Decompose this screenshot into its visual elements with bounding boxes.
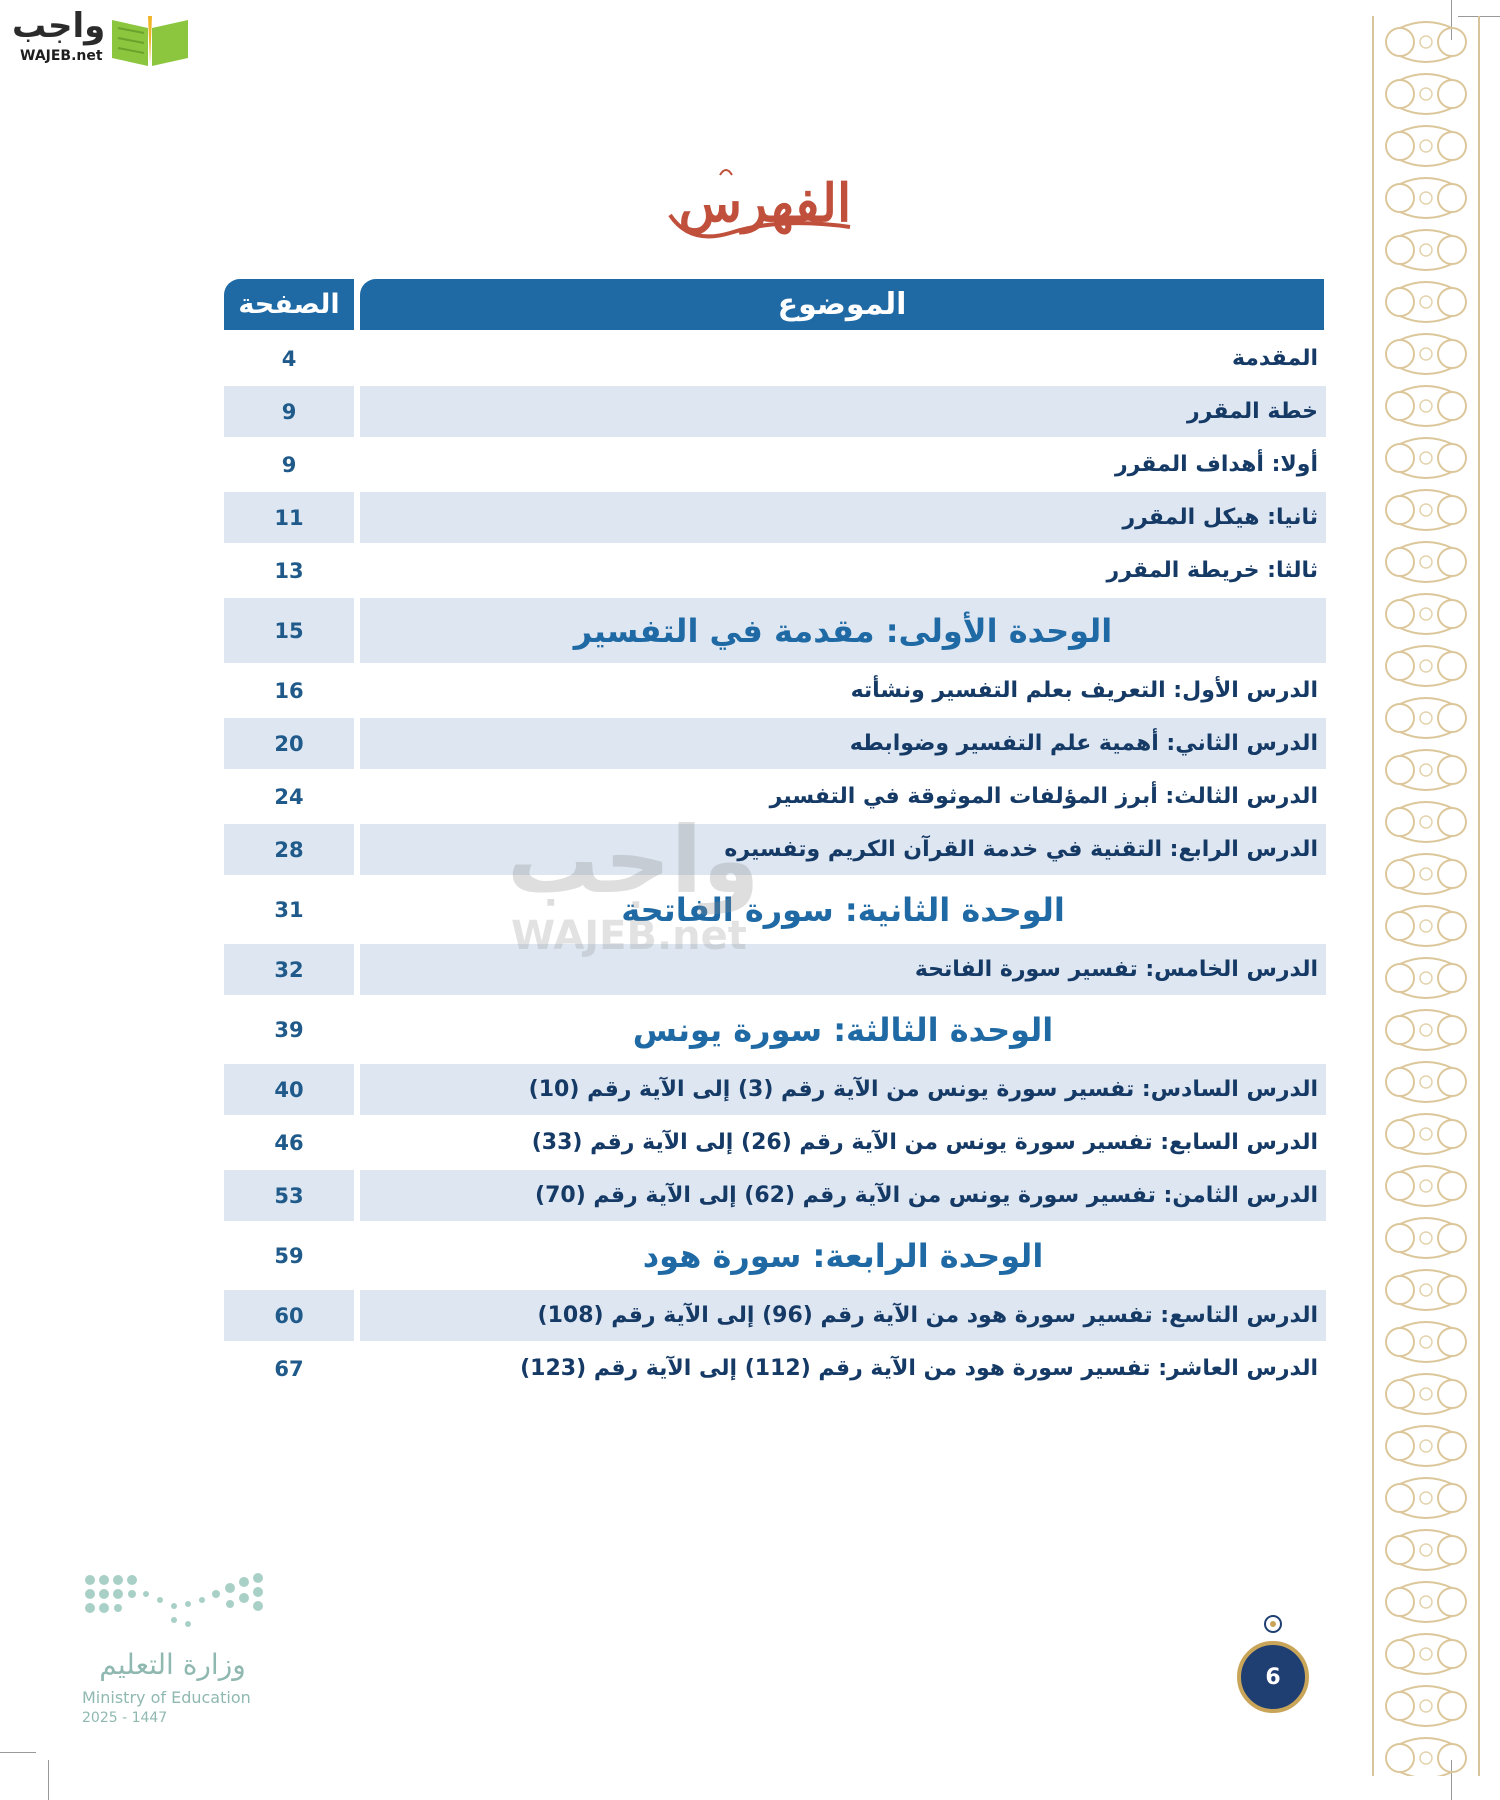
watermark-arabic: واجب [507, 807, 760, 914]
toc-page-number: 59 [274, 1243, 304, 1268]
toc-topic: الدرس الثالث: أبرز المؤلفات الموثوقة في التفسير [769, 784, 1318, 809]
toc-unit-title: الوحدة الثالثة: سورة يونس [632, 1010, 1054, 1049]
toc-topic: ثانيا: هيكل المقرر [360, 492, 1326, 543]
header-page: الصفحة [224, 279, 354, 330]
toc-unit-row[interactable] [224, 996, 1326, 1063]
toc-topic: الدرس الأول: التعريف بعلم التفسير ونشأته [850, 678, 1318, 703]
toc-page-number: 39 [274, 1017, 304, 1042]
toc-row[interactable] [224, 491, 1326, 544]
index-title [650, 145, 880, 255]
toc-page-number: 46 [274, 1130, 304, 1155]
toc-unit-title: الوحدة الأولى: مقدمة في التفسير [360, 598, 1326, 663]
open-book-icon [108, 10, 192, 68]
toc-topic: الدرس السابع: تفسير سورة يونس من الآية رقم (26) إلى الآية رقم (33) [531, 1130, 1318, 1155]
toc-row[interactable] [224, 332, 1326, 385]
crop-mark [0, 1752, 36, 1753]
toc-page-number: 32 [224, 944, 354, 995]
toc-page-number: 53 [224, 1170, 354, 1221]
ministry-logo [80, 1560, 280, 1730]
page-title: الفهرس [678, 173, 852, 234]
toc-unit-title: الوحدة الثانية: سورة الفاتحة [621, 890, 1065, 929]
ornament-icon [1258, 1610, 1288, 1638]
toc-page-number: 20 [224, 718, 354, 769]
academic-year: 2025 - 1447 [82, 1710, 168, 1726]
wajeb-logo-arabic: واجب [12, 6, 106, 46]
toc-page-number: 11 [224, 492, 354, 543]
header-topic: الموضوع [360, 279, 1324, 330]
toc-topic: المقدمة [1231, 346, 1318, 371]
toc-unit-row[interactable] [224, 1222, 1326, 1289]
toc-page-number: 9 [281, 452, 297, 477]
toc-page-number: 13 [274, 558, 304, 583]
toc-page-number: 15 [224, 598, 354, 663]
toc-page-number: 24 [274, 784, 304, 809]
toc-page-number: 40 [224, 1064, 354, 1115]
toc-topic: الدرس الثاني: أهمية علم التفسير وضوابطه [360, 718, 1326, 769]
toc-page-number: 16 [274, 678, 304, 703]
toc-topic: خطة المقرر [360, 386, 1326, 437]
ministry-name-english: Ministry of Education [82, 1688, 251, 1707]
toc-topic: الدرس الثامن: تفسير سورة يونس من الآية رقم (62) إلى الآية رقم (70) [360, 1170, 1326, 1221]
toc-page-number: 9 [224, 386, 354, 437]
toc-topic: الدرس الخامس: تفسير سورة الفاتحة [360, 944, 1326, 995]
toc-row[interactable] [224, 1169, 1326, 1222]
page-number: 6 [1237, 1641, 1309, 1713]
toc-row[interactable] [224, 1342, 1326, 1395]
decorative-border [1372, 16, 1480, 1776]
toc-page-number: 67 [274, 1356, 304, 1381]
crop-mark [48, 1760, 49, 1800]
toc-unit-row[interactable] [224, 597, 1326, 664]
toc-row[interactable] [224, 1289, 1326, 1342]
wajeb-logo[interactable] [8, 6, 193, 68]
toc-topic: أولا: أهداف المقرر [1114, 452, 1318, 477]
toc-page-number: 60 [224, 1290, 354, 1341]
toc-row[interactable] [224, 385, 1326, 438]
moe-dots-logo-icon [80, 1560, 270, 1640]
toc-page-number: 31 [274, 897, 304, 922]
toc-unit-title: الوحدة الرابعة: سورة هود [642, 1236, 1044, 1275]
wajeb-logo-english: WAJEB.net [20, 48, 103, 64]
watermark-english: WAJEB.net [511, 913, 747, 959]
toc-topic: الدرس السادس: تفسير سورة يونس من الآية رقم (3) إلى الآية رقم (10) [360, 1064, 1326, 1115]
toc-row[interactable] [224, 717, 1326, 770]
toc-row[interactable] [224, 438, 1326, 491]
toc-topic: الدرس العاشر: تفسير سورة هود من الآية رقم (112) إلى الآية رقم (123) [520, 1356, 1318, 1381]
toc-page-number: 4 [281, 346, 297, 371]
ministry-name-arabic: وزارة التعليم [99, 1648, 246, 1681]
toc-topic: ثالثا: خريطة المقرر [1106, 558, 1318, 583]
toc-header [224, 279, 1324, 330]
toc-row[interactable] [224, 1116, 1326, 1169]
toc-topic: الدرس التاسع: تفسير سورة هود من الآية رقم (96) إلى الآية رقم (108) [360, 1290, 1326, 1341]
toc-row[interactable] [224, 544, 1326, 597]
toc-page-number: 28 [224, 824, 354, 875]
toc-topic: الدرس الرابع: التقنية في خدمة القرآن الكريم وتفسيره [360, 824, 1326, 875]
toc-row[interactable] [224, 1063, 1326, 1116]
toc-row[interactable] [224, 664, 1326, 717]
wajeb-watermark [505, 807, 815, 975]
